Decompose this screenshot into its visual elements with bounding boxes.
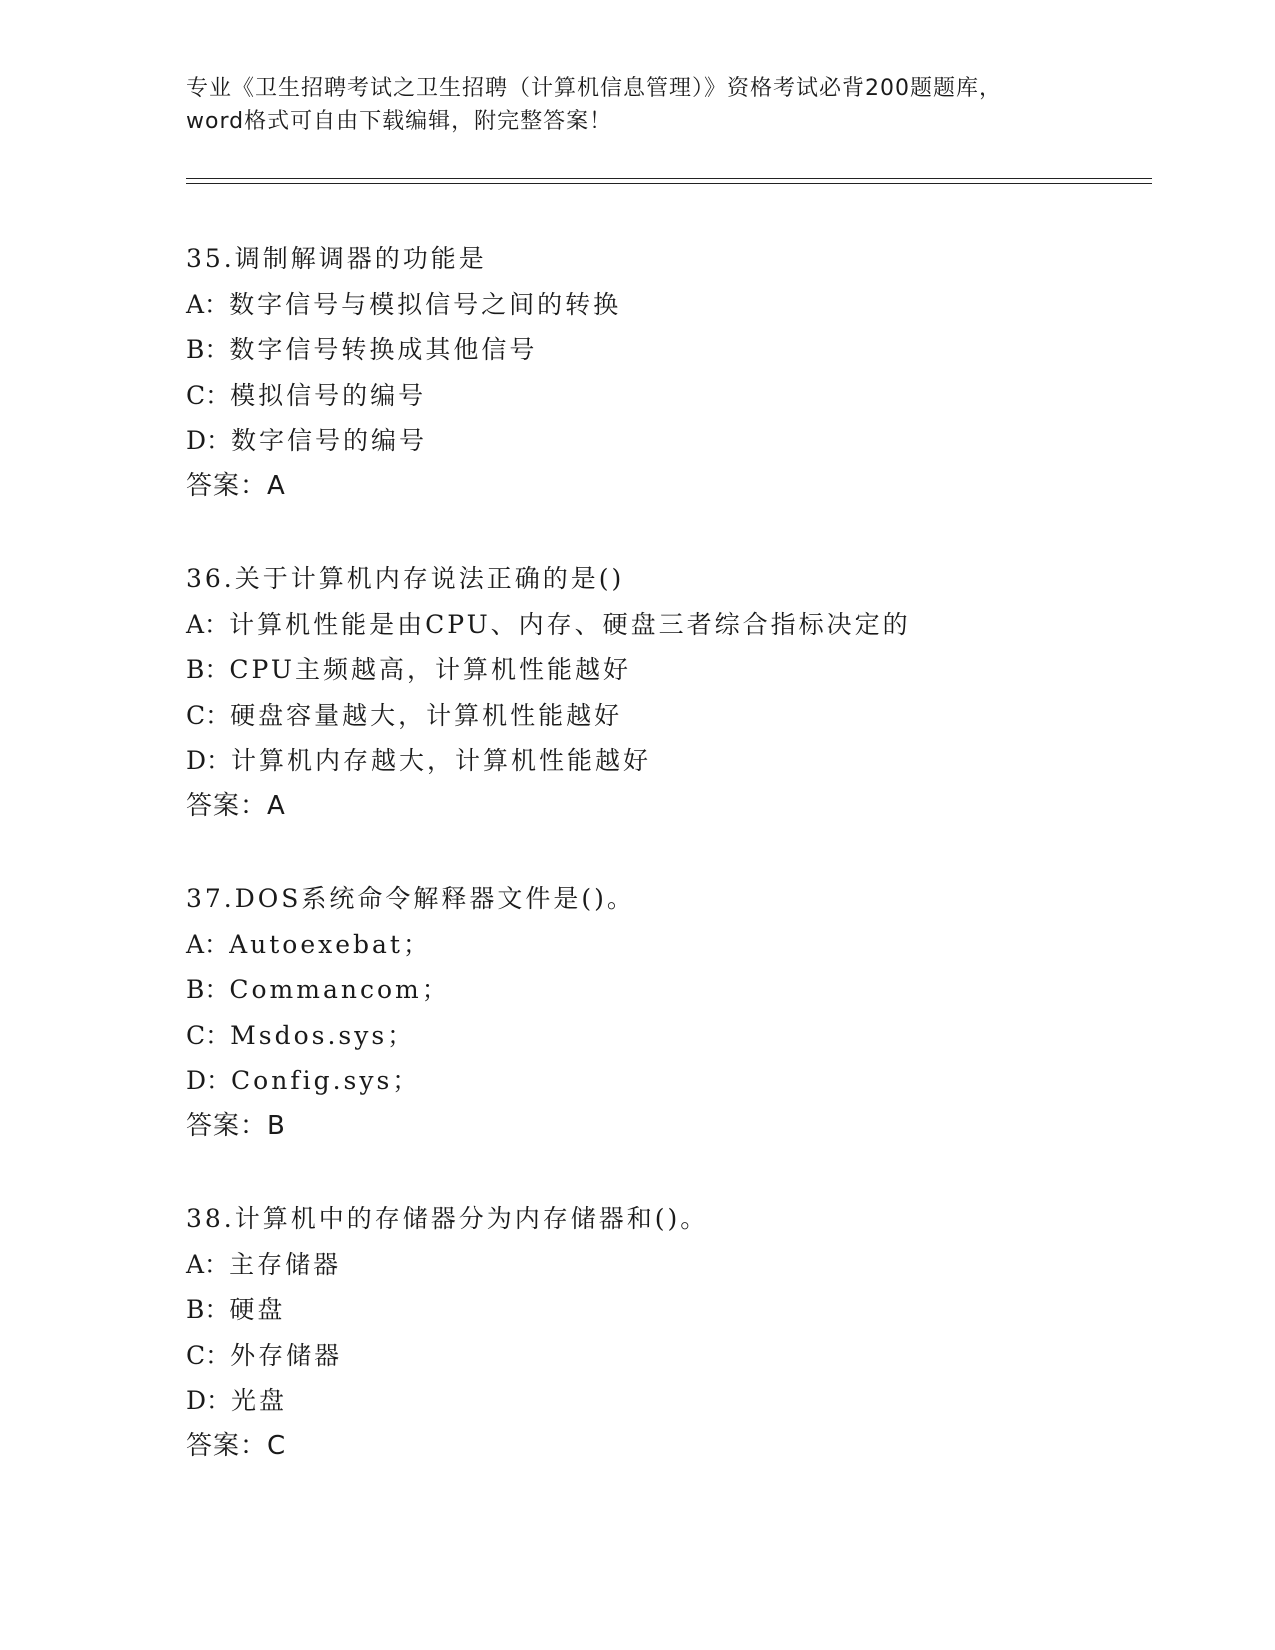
option-letter: C：: [186, 1340, 231, 1370]
question-36: [186, 556, 1146, 876]
option-text: 数字信号转换成其他信号: [229, 335, 538, 364]
option-a: [186, 282, 1146, 328]
option-b: [186, 647, 1146, 693]
question-stem: 36.关于计算机内存说法正确的是(): [186, 564, 625, 593]
question-stem: 37.DOS系统命令解释器文件是()。: [186, 884, 635, 913]
header-divider-top: [186, 178, 1152, 179]
question-35: [186, 236, 1146, 556]
option-text: 模拟信号的编号: [230, 380, 427, 410]
option-letter: D：: [186, 1066, 232, 1095]
question-38: [186, 1196, 1146, 1516]
option-a: [186, 1242, 1146, 1288]
option-text: 光盘: [231, 1386, 288, 1415]
option-text: Config.sys；: [231, 1066, 421, 1095]
option-letter: A：: [186, 1249, 230, 1279]
document-header: [186, 72, 1106, 138]
option-letter: C：: [186, 380, 231, 410]
option-letter: C：: [186, 1020, 231, 1050]
option-d: [186, 1378, 1146, 1424]
option-text: 硬盘容量越大，计算机性能越好: [230, 700, 623, 730]
option-text: Autoexebat；: [229, 929, 431, 959]
option-letter: B：: [186, 1295, 230, 1324]
option-d: [186, 1058, 1146, 1104]
option-text: 计算机性能是由CPU、内存、硬盘三者综合指标决定的: [229, 609, 911, 639]
option-letter: A：: [186, 609, 230, 639]
option-text: 外存储器: [230, 1340, 343, 1370]
option-letter: A：: [186, 289, 230, 319]
question-37: [186, 876, 1146, 1196]
option-letter: D：: [186, 426, 232, 455]
answer-line: 答案：A: [186, 790, 286, 821]
option-c: [186, 1333, 1146, 1379]
answer-line: 答案：B: [186, 1110, 286, 1141]
question-stem: 35.调制解调器的功能是: [186, 244, 487, 273]
answer-line: 答案：C: [186, 1430, 287, 1461]
option-text: 数字信号与模拟信号之间的转换: [229, 289, 622, 319]
option-a: [186, 602, 1146, 648]
header-line-1: 专业《卫生招聘考试之卫生招聘（计算机信息管理）》资格考试必背200题题库，: [186, 76, 1002, 101]
question-list: [186, 236, 1146, 1516]
option-a: [186, 922, 1146, 968]
option-letter: D：: [186, 1386, 232, 1415]
option-letter: B：: [186, 975, 230, 1004]
option-b: [186, 967, 1146, 1013]
option-c: [186, 693, 1146, 739]
option-text: Msdos.sys；: [230, 1020, 416, 1050]
option-c: [186, 373, 1146, 419]
option-letter: B：: [186, 335, 230, 364]
option-letter: D：: [186, 746, 232, 775]
header-line-2: word格式可自由下载编辑，附完整答案！: [186, 109, 613, 134]
option-text: 硬盘: [229, 1295, 286, 1324]
question-stem: 38.计算机中的存储器分为内存储器和()。: [186, 1204, 709, 1233]
option-letter: A：: [186, 929, 230, 959]
option-b: [186, 327, 1146, 373]
option-text: 主存储器: [229, 1249, 342, 1279]
option-text: CPU主频越高，计算机性能越好: [229, 655, 631, 684]
option-text: 计算机内存越大，计算机性能越好: [231, 746, 652, 775]
answer-line: 答案：A: [186, 470, 286, 501]
option-b: [186, 1287, 1146, 1333]
option-letter: B：: [186, 655, 230, 684]
option-letter: C：: [186, 700, 231, 730]
option-text: Commancom；: [229, 975, 450, 1004]
option-d: [186, 418, 1146, 464]
option-text: 数字信号的编号: [231, 426, 428, 455]
header-divider-bottom: [186, 183, 1152, 184]
option-c: [186, 1013, 1146, 1059]
option-d: [186, 738, 1146, 784]
